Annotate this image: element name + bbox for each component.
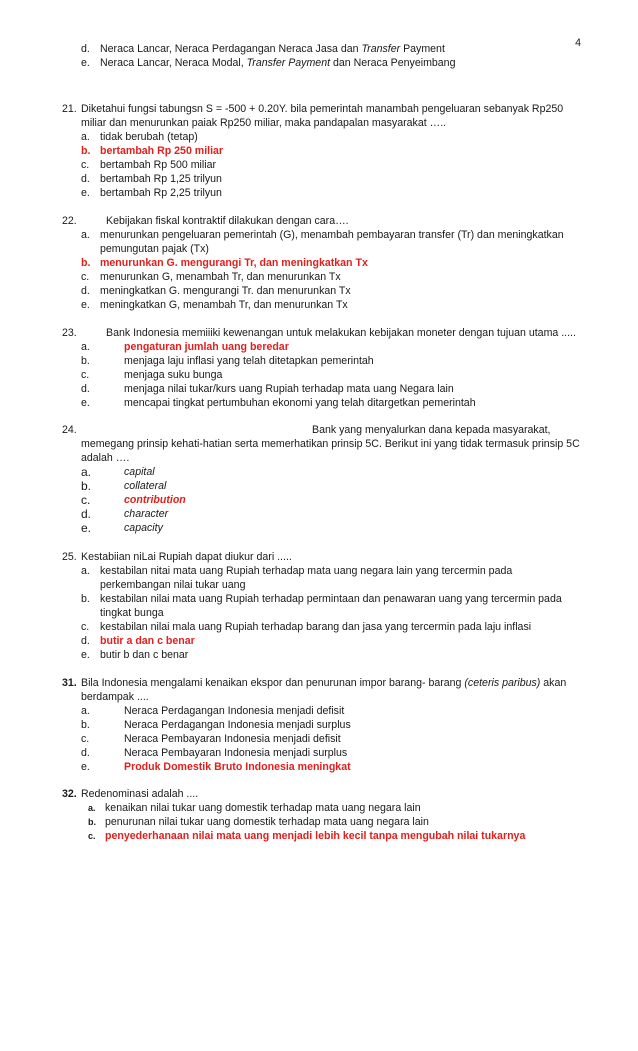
option-d-answer: d. butir a dan c benar <box>81 635 195 647</box>
option-a: a. kenaikan nilai tukar uang domestik terhadap mata uang negara lain <box>88 802 421 814</box>
question-stem-line1: 24. Bank yang menyalurkan dana kepada masyarakat, <box>62 424 551 436</box>
option-e: e. bertambah Rp 2,25 trilyun <box>81 187 222 199</box>
question-stem: 21. Diketahui fungsi tabungsn S = -500 + 0.20Y. bila pemerintah manambah pengeluaran sebanyak Rp250 miliar dan menurunkan paiak Rp250 miliar, maka pandapalan masyarakat ….. <box>62 103 564 129</box>
option-e: e. butir b dan c benar <box>81 649 189 661</box>
option-c: c. menurunkan G, menambah Tr, dan menurunkan Tx <box>81 271 341 283</box>
option-d: d. Neraca Pembayaran Indonesia menjadi surplus <box>81 747 348 759</box>
question-23 <box>62 326 582 410</box>
option-c: c. menjaga suku bunga <box>81 369 223 381</box>
question-25 <box>62 550 582 662</box>
option-b: b. collateral <box>81 479 167 493</box>
option-e-answer: e. Produk Domestik Bruto Indonesia meningkat <box>81 761 351 773</box>
question-21 <box>62 102 582 200</box>
option-a-answer: a. pengaturan jumlah uang beredar <box>81 341 289 353</box>
question-22 <box>62 214 582 312</box>
option-b: b. menjaga laju inflasi yang telah ditetapkan pemerintah <box>81 355 374 367</box>
option-d: d. character <box>81 507 169 521</box>
option-b: b. kestabilan nilai mata uang Rupiah terhadap permintaan dan penawaran uang yang tercermin pada tingkat bunga <box>81 593 562 619</box>
option-c: c. kestabilan nilai mala uang Rupiah terhadap barang dan jasa yang tercermin pada laju inflasi <box>81 621 532 633</box>
question-stem: 31. Bila Indonesia mengalami kenaikan ekspor dan penurunan impor barang- barang (ceteris paribus) akan berdampak .... <box>62 677 567 703</box>
option-d: d. meningkatkan G. mengurangi Tr. dan menurunkan Tx <box>81 285 351 297</box>
option-e: e. meningkatkan G, menambah Tr, dan menurunkan Tx <box>81 299 348 311</box>
option-d: d. bertambah Rp 1,25 trilyun <box>81 173 222 185</box>
option-a: a. menurunkan pengeluaran pemerintah (G), menambah pembayaran transfer (Tr) dan meningkatkan pemungutan pajak (Tx) <box>81 229 564 255</box>
option-b-answer: b. menurunkan G. mengurangi Tr, dan meningkatkan Tx <box>81 257 368 269</box>
question-31 <box>62 676 582 774</box>
question-stem: 25. Kestabiian niLai Rupiah dapat diukur dari ..... <box>62 551 292 563</box>
question-32 <box>62 787 582 843</box>
option-c-answer: c. contribution <box>81 493 186 507</box>
question-24 <box>62 423 582 535</box>
option-c-answer: c. penyederhanaan nilai mata uang menjadi lebih kecil tanpa mengubah nilai tukarnya <box>88 830 526 842</box>
option-a: a. tidak berubah (tetap) <box>81 131 198 143</box>
option-b: b. Neraca Perdagangan Indonesia menjadi surplus <box>81 719 351 731</box>
option-d: d. Neraca Lancar, Neraca Perdagangan Neraca Jasa dan Transfer Payment <box>81 43 445 55</box>
question-stem: 22. Kebijakan fiskal kontraktif dilakukan dengan cara…. <box>62 215 349 227</box>
option-c: c. Neraca Pembayaran Indonesia menjadi defisit <box>81 733 341 745</box>
option-b-answer: b. bertambah Rp 250 miliar <box>81 145 224 157</box>
option-e: e. Neraca Lancar, Neraca Modal, Transfer Payment dan Neraca Penyeimbang <box>81 57 456 69</box>
option-d: d. menjaga nilai tukar/kurs uang Rupiah terhadap mata uang Negara lain <box>81 383 454 395</box>
option-b: b. penurunan nilai tukar uang domestik terhadap mata uang negara lain <box>88 816 429 828</box>
page-number: 4 <box>575 37 581 49</box>
option-e: e. capacity <box>81 521 163 535</box>
option-e: e. mencapai tingkat pertumbuhan ekonomi yang telah ditargetkan pemerintah <box>81 397 476 409</box>
question-stem-rest: memegang prinsip kehati-hatian serta memerhatikan prinsip 5C. Berikut ini yang tidak termasuk prinsip 5C adalah …. <box>81 438 580 464</box>
option-a: a. Neraca Perdagangan Indonesia menjadi defisit <box>81 705 345 717</box>
question-stem: 32. Redenominasi adalah .... <box>62 788 199 800</box>
option-a: a. kestabilan nitai mata uang Rupiah terhadap mata uang negara lain yang tercermin pada perkembangan nilai tukar uang <box>81 565 513 591</box>
question-20-tail <box>62 42 582 70</box>
option-a: a. capital <box>81 465 155 479</box>
question-stem: 23. Bank Indonesia memiiiki kewenangan untuk melakukan kebijakan moneter dengan tujuan utama ..... <box>62 327 576 339</box>
option-c: c. bertambah Rp 500 miliar <box>81 159 216 171</box>
